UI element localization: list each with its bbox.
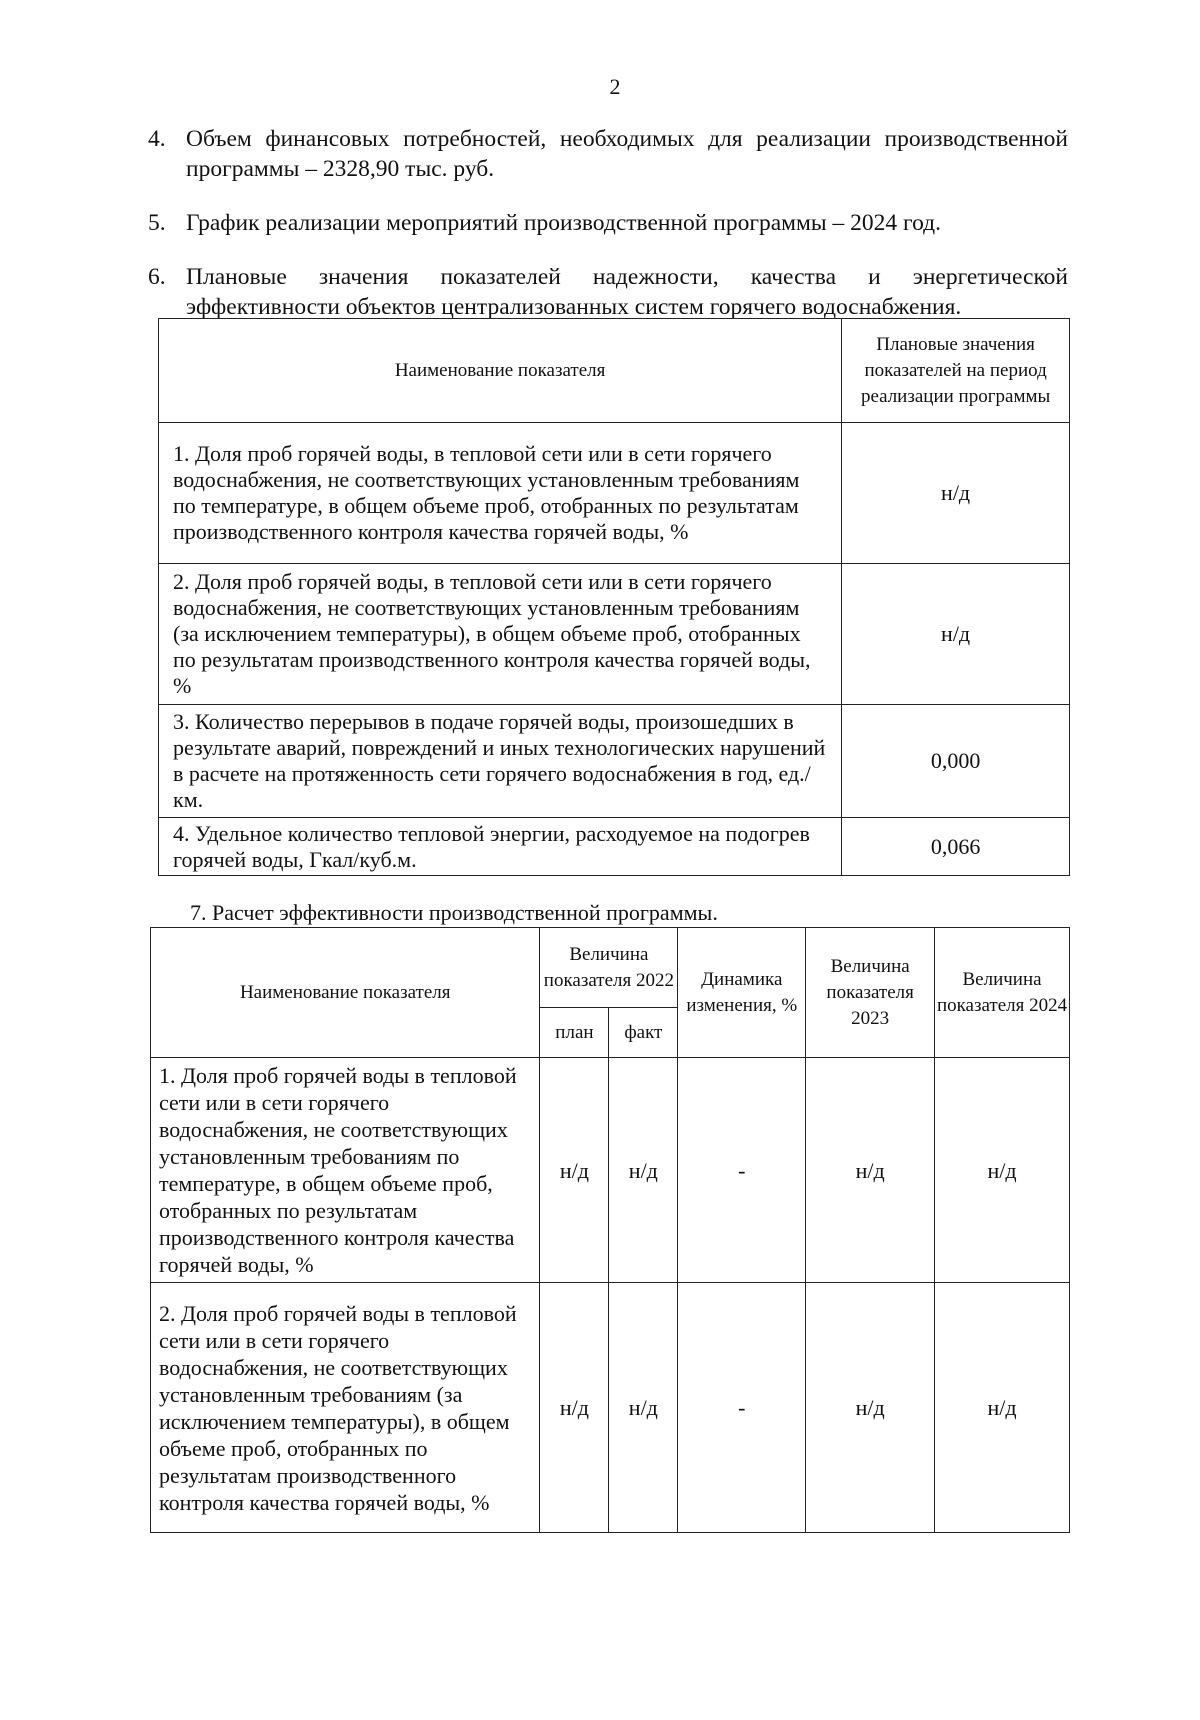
table-row (159, 705, 1070, 818)
indicator-name: 2. Доля проб горячей воды в тепловой сети или в сети горячего водоснабжения, не соответствующих установленным требованиям (за исключением температуры), в общем объеме проб, отобранных по результатам производственного контроля качества горячей воды, % (151, 1283, 540, 1533)
column-header-fact: факт (609, 1008, 678, 1058)
table-row (151, 1058, 1070, 1283)
plan-value: н/д (540, 1058, 609, 1283)
table-row (159, 423, 1070, 564)
column-header-name: Наименование показателя (151, 928, 540, 1058)
fact-value: н/д (609, 1058, 678, 1283)
table-row (159, 564, 1070, 705)
item-6-number: 6. (148, 264, 166, 290)
dynamics-value: - (678, 1283, 806, 1533)
indicator-name: 1. Доля проб горячей воды в тепловой сети или в сети горячего водоснабжения, не соответствующих установленным требованиям по температуре, в общем объеме проб, отобранных по результатам производственного контроля качества горячей воды, % (151, 1058, 540, 1283)
indicator-value: н/д (842, 423, 1070, 564)
table-row (151, 1283, 1070, 1533)
item-5-text: График реализации мероприятий производственной программы – 2024 год. (186, 210, 942, 236)
value-2024: н/д (935, 1283, 1070, 1533)
indicator-value: н/д (842, 564, 1070, 705)
item-5-number: 5. (148, 210, 166, 236)
item-4-number: 4. (148, 126, 166, 152)
section-7-title: 7. Расчет эффективности производственной программы. (190, 900, 718, 925)
table-row (159, 818, 1070, 876)
item-6 (148, 262, 1068, 322)
indicator-name: 1. Доля проб горячей воды, в тепловой сети или в сети горячего водоснабжения, не соответствующих установленным требованиям по температуре, в общем объеме проб, отобранных по результатам производственного контроля качества горячей воды, % (159, 423, 842, 564)
indicator-name: 3. Количество перерывов в подаче горячей воды, произошедших в результате аварий, повреждений и иных технологических нарушений в расчете на протяженность сети горячего водоснабжения в год, ед./км. (159, 705, 842, 818)
plan-value: н/д (540, 1283, 609, 1533)
column-header-dynamics: Динамика изменения, % (678, 928, 806, 1058)
planned-indicators-table (158, 318, 1070, 876)
table-header-row (151, 928, 1070, 1008)
efficiency-calculation-table (150, 927, 1070, 1533)
page-number: 2 (609, 74, 621, 99)
column-header-plan: план (540, 1008, 609, 1058)
fact-value: н/д (609, 1283, 678, 1533)
column-header-value-2024: Величина показателя 2024 (935, 928, 1070, 1058)
indicator-name: 4. Удельное количество тепловой энергии, расходуемое на подогрев горячей воды, Гкал/куб.м. (159, 818, 842, 876)
column-header-value-2023: Величина показателя 2023 (806, 928, 935, 1058)
item-6-line-2: эффективности объектов централизованных систем горячего водоснабжения. (186, 294, 962, 320)
value-2024: н/д (935, 1058, 1070, 1283)
item-4-line-2: программы – 2328,90 тыс. руб. (186, 156, 495, 182)
item-4 (148, 124, 1068, 184)
column-header-planned-values: Плановые значения показателей на период реализации программы (842, 319, 1070, 423)
value-2023: н/д (806, 1283, 935, 1533)
indicator-value: 0,000 (842, 705, 1070, 818)
column-header-value-2022: Величина показателя 2022 (540, 928, 678, 1008)
item-6-line-1: Плановые значения показателей надежности, качества и энергетической (186, 264, 1068, 290)
column-header-name: Наименование показателя (159, 319, 842, 423)
indicator-value: 0,066 (842, 818, 1070, 876)
table-header-row (159, 319, 1070, 423)
item-5 (148, 208, 1068, 238)
value-2023: н/д (806, 1058, 935, 1283)
indicator-name: 2. Доля проб горячей воды, в тепловой сети или в сети горячего водоснабжения, не соответствующих установленным требованиям (за исключением температуры), в общем объеме проб, отобранных по результатам производственного контроля качества горячей воды, % (159, 564, 842, 705)
item-4-line-1: Объем финансовых потребностей, необходимых для реализации производственной (186, 126, 1068, 152)
dynamics-value: - (678, 1058, 806, 1283)
